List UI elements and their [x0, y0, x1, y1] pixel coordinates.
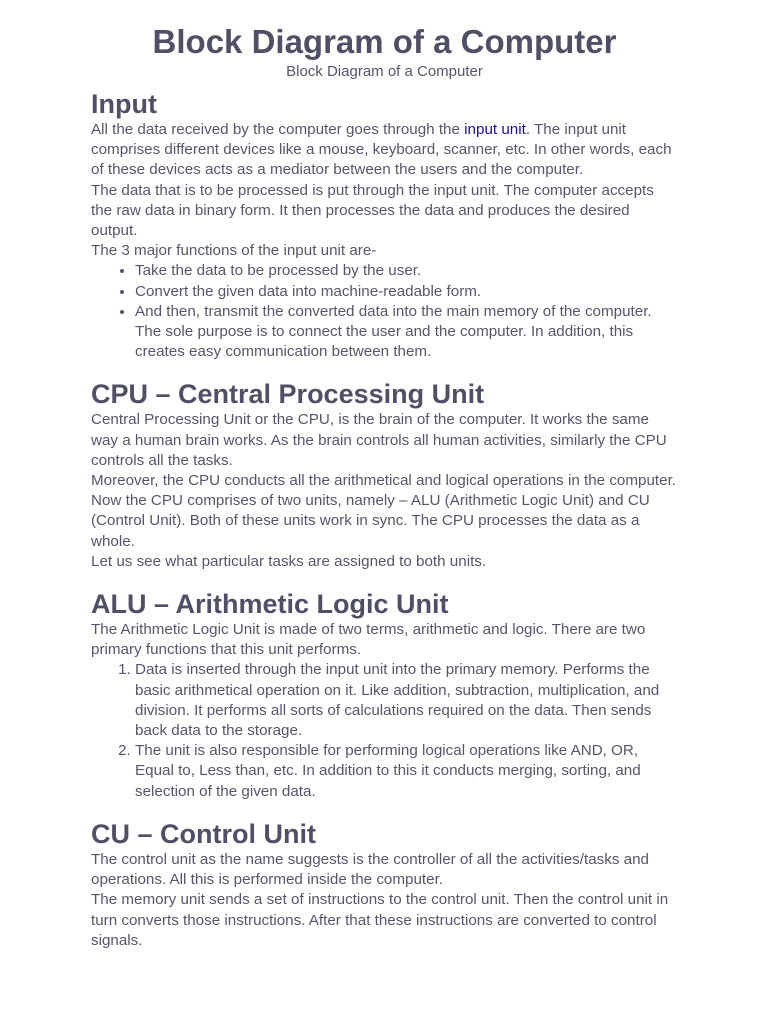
page-title: Block Diagram of a Computer — [152, 23, 617, 60]
cu-paragraph-2: The memory unit sends a set of instructions to the control unit. Then the control unit in turn converts those instructions. After that these instructions are converted to control signals. — [91, 891, 669, 949]
list-item: 2. The unit is also responsible for performing logical operations like AND, OR, Equal to, Less than, etc. In addition to this it conducts merging, sorting, and selection of the given data. — [135, 741, 678, 802]
cpu-paragraph-3: Now the CPU comprises of two units, namely – ALU (Arithmetic Logic Unit) and CU (Control Unit). Both of these units work in sync. The CPU processes the data as a whole. — [91, 492, 650, 550]
list-item: • Convert the given data into machine-readable form. — [135, 282, 678, 302]
cpu-heading: CPU – Central Processing Unit — [91, 379, 485, 410]
input-section — [91, 88, 678, 362]
cpu-paragraph-2: Moreover, the CPU conducts all the arithmetical and logical operations in the computer. — [91, 472, 677, 490]
cu-heading: CU – Control Unit — [91, 818, 316, 849]
input-paragraph-3: The 3 major functions of the input unit are- — [91, 242, 377, 260]
alu-section — [91, 588, 678, 802]
input-heading: Input — [91, 89, 157, 119]
input-paragraph-1 — [91, 120, 678, 181]
list-item: 1. Data is inserted through the input unit into the primary memory. Performs the basic arithmetical operation on it. Like addition, subtraction, multiplication, and division. It performs all sorts of calculations required on the data. Then sends back data to the storage. — [135, 660, 678, 741]
list-item: • And then, transmit the converted data into the main memory of the computer. The sole purpose is to connect the user and the computer. In addition, this creates easy communication between them. — [135, 302, 678, 363]
cu-section — [91, 818, 678, 951]
list-item: • Take the data to be processed by the user. — [135, 261, 678, 281]
alu-paragraph-1: The Arithmetic Logic Unit is made of two terms, arithmetic and logic. There are two primary functions that this unit performs. — [91, 621, 646, 659]
input-paragraph-2: The data that is to be processed is put through the input unit. The computer accepts the raw data in binary form. It then processes the data and produces the desired output. — [91, 181, 654, 240]
alu-heading: ALU – Arithmetic Logic Unit — [91, 589, 449, 620]
input-functions-list — [91, 261, 678, 362]
cpu-section — [91, 378, 678, 572]
input-p1-text-before: All the data received by the computer goes through the — [91, 121, 465, 138]
cpu-paragraph-4: Let us see what particular tasks are assigned to both units. — [91, 552, 487, 570]
input-unit-link[interactable]: input unit — [464, 121, 526, 138]
cpu-paragraph-1: Central Processing Unit or the CPU, is the brain of the computer. It works the same way a human brain works. As the brain controls all human activities, similarly the CPU controls all the tasks. — [91, 411, 667, 469]
page-subtitle: Block Diagram of a Computer — [286, 63, 483, 80]
alu-functions-list — [91, 660, 678, 801]
input-p1-text-after: . The input unit comprises different devices like a mouse, keyboard, scanner, etc. In other words, each of these devices acts as a mediator between the users and the computer. — [91, 121, 672, 179]
cu-paragraph-1: The control unit as the name suggests is the controller of all the activities/tasks and operations. All this is performed inside the computer. — [91, 850, 650, 889]
